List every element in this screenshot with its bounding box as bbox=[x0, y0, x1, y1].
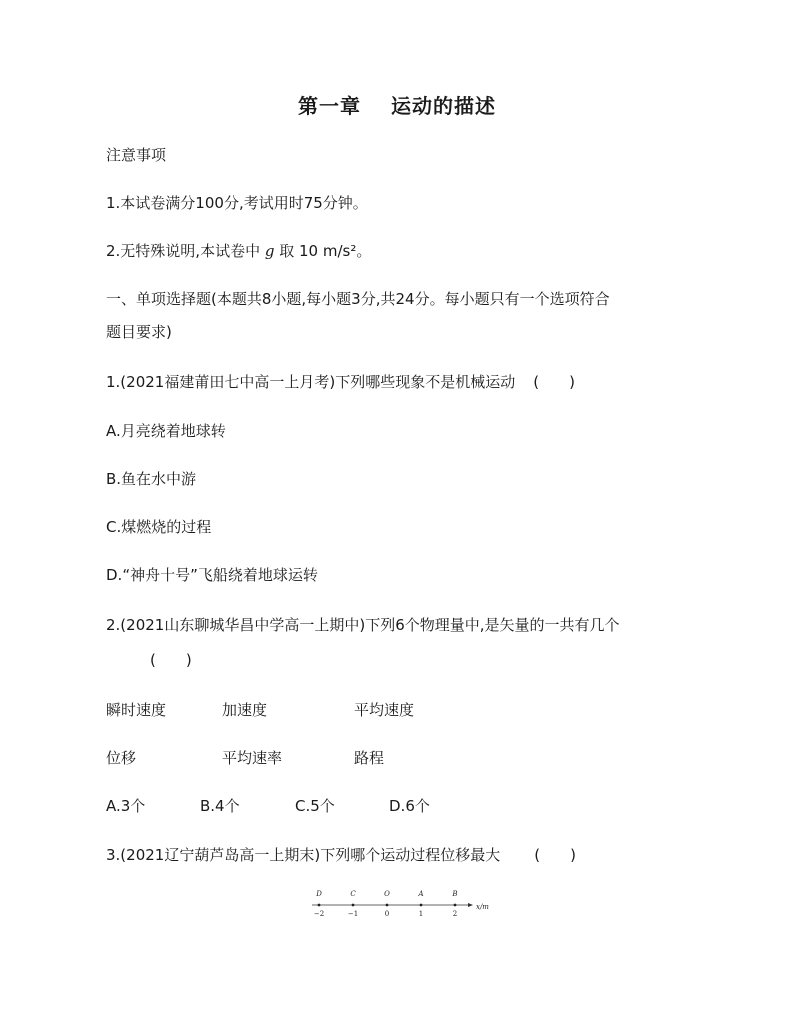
number-line-point bbox=[352, 904, 355, 907]
number-line-tick-label: −2 bbox=[313, 910, 325, 918]
number-line-tick-label: 0 bbox=[384, 910, 390, 918]
chapter-title bbox=[0, 90, 794, 119]
q2-quantity: 平均速率 bbox=[222, 749, 283, 767]
number-line-point-label: D bbox=[316, 890, 322, 898]
q1-option-c: C.煤燃烧的过程 bbox=[106, 518, 212, 536]
notes-heading: 注意事项 bbox=[106, 146, 167, 164]
section-heading-line2: 题目要求) bbox=[106, 323, 172, 341]
number-line-point-label: O bbox=[384, 890, 390, 898]
note-item-2: 2.无特殊说明,本试卷中 g 取 10 m/s²。 bbox=[106, 242, 372, 260]
chapter-number: 第一章 bbox=[298, 94, 361, 118]
q2-stem: 2.(2021山东聊城华昌中学高一上期中)下列6个物理量中,是矢量的一共有几个 bbox=[106, 616, 620, 634]
q2-quantity: 路程 bbox=[354, 749, 385, 767]
q3-stem: 3.(2021辽宁葫芦岛高一上期末)下列哪个运动过程位移最大 ( ) bbox=[106, 846, 576, 864]
number-line-tick-label: 2 bbox=[452, 910, 458, 918]
number-line-point-label: B bbox=[452, 890, 458, 898]
number-line-figure bbox=[300, 884, 500, 924]
q2-quantity: 瞬时速度 bbox=[106, 701, 167, 719]
q1-option-d: D.“神舟十号”飞船绕着地球运转 bbox=[106, 566, 318, 584]
q2-option-c: C.5个 bbox=[295, 797, 335, 815]
q2-answer-bracket: ( ) bbox=[150, 651, 192, 669]
axis-unit-label: x/m bbox=[476, 903, 489, 911]
number-line-point-label: A bbox=[418, 890, 424, 898]
number-line-point bbox=[386, 904, 389, 907]
q2-quantity: 加速度 bbox=[222, 701, 268, 719]
axis-arrow-icon bbox=[468, 903, 473, 907]
q2-quantity: 平均速度 bbox=[354, 701, 415, 719]
number-line-tick-label: −1 bbox=[347, 910, 359, 918]
number-line-tick-label: 1 bbox=[418, 910, 424, 918]
note-item-1: 1.本试卷满分100分,考试用时75分钟。 bbox=[106, 194, 368, 212]
q2-quantity: 位移 bbox=[106, 749, 137, 767]
section-heading-line1: 一、单项选择题(本题共8小题,每小题3分,共24分。每小题只有一个选项符合 bbox=[106, 290, 610, 308]
q1-stem: 1.(2021福建莆田七中高一上月考)下列哪些现象不是机械运动 ( ) bbox=[106, 373, 575, 391]
q2-option-b: B.4个 bbox=[200, 797, 240, 815]
number-line-point-label: C bbox=[350, 890, 356, 898]
chapter-name: 运动的描述 bbox=[391, 94, 496, 118]
number-line-point bbox=[318, 904, 321, 907]
q2-option-d: D.6个 bbox=[389, 797, 430, 815]
number-line-point bbox=[454, 904, 457, 907]
number-line-point bbox=[420, 904, 423, 907]
q1-option-a: A.月亮绕着地球转 bbox=[106, 422, 226, 440]
q1-option-b: B.鱼在水中游 bbox=[106, 470, 197, 488]
q2-option-a: A.3个 bbox=[106, 797, 146, 815]
